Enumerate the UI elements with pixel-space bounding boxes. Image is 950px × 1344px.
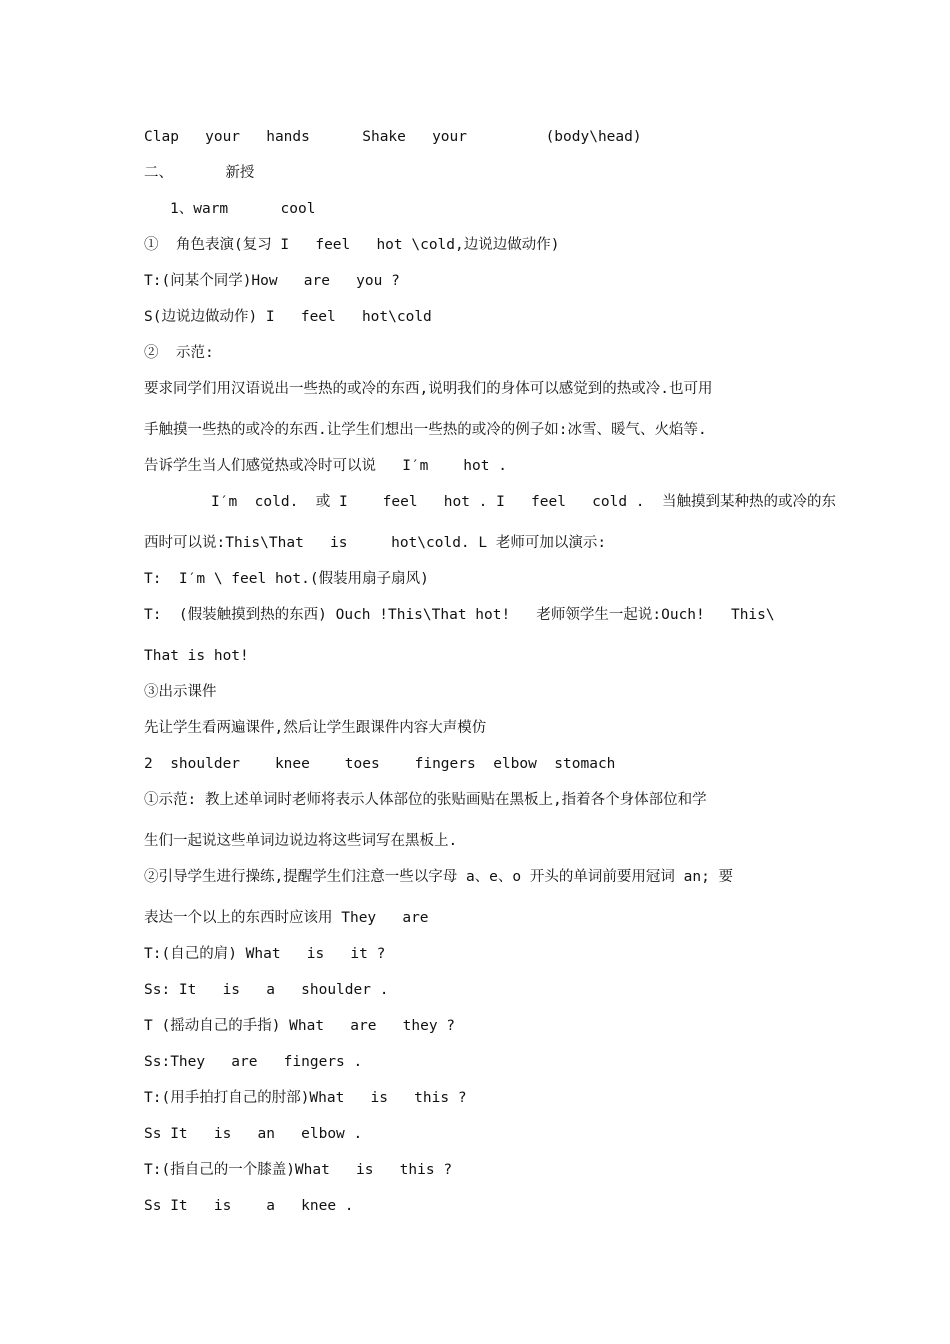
- vocabulary-list: 2 shoulder knee toes fingers elbow stomach: [144, 756, 616, 772]
- dialogue-line: T:(用手拍打自己的肘部)What is this ?: [144, 1090, 467, 1106]
- dialogue-line: Ss It is an elbow .: [144, 1126, 363, 1142]
- dialogue-line: Ss It is a knee .: [144, 1198, 354, 1214]
- paragraph-line: 要求同学们用汉语说出一些热的或冷的东西,说明我们的身体可以感觉到的热或冷.也可用: [144, 381, 713, 397]
- dialogue-line: That is hot!: [144, 648, 249, 664]
- step-show-courseware: ③出示课件: [144, 684, 217, 700]
- dialogue-line: T:(自己的肩) What is it ?: [144, 946, 386, 962]
- step-demonstration: ② 示范:: [144, 345, 214, 361]
- dialogue-line: T: I′m \ feel hot.(假装用扇子扇风): [144, 571, 429, 587]
- paragraph-line: 告诉学生当人们感觉热或冷时可以说 I′m hot .: [144, 458, 507, 474]
- dialogue-line: T: (假装触摸到热的东西) Ouch !This\That hot! 老师领学生一起说:Ouch! This\: [144, 607, 775, 623]
- paragraph-line: 先让学生看两遍课件,然后让学生跟课件内容大声模仿: [144, 720, 487, 736]
- paragraph-line: ①示范: 教上述单词时老师将表示人体部位的张贴画贴在黑板上,指着各个身体部位和学: [144, 792, 707, 808]
- section-heading-new-lesson: 二、 新授: [144, 165, 255, 181]
- dialogue-line: T:(指自己的一个膝盖)What is this ?: [144, 1162, 453, 1178]
- dialogue-line: T (摇动自己的手指) What are they ?: [144, 1018, 456, 1034]
- dialogue-line: Ss:They are fingers .: [144, 1054, 363, 1070]
- paragraph-line: 手触摸一些热的或冷的东西.让学生们想出一些热的或冷的例子如:冰雪、暖气、火焰等.: [144, 422, 707, 438]
- paragraph-line: I′m cold. 或 I feel hot . I feel cold . 当触摸到某种热的或冷的东: [211, 494, 836, 510]
- paragraph-line: 表达一个以上的东西时应该用 They are: [144, 910, 429, 926]
- dialogue-line: Ss: It is a shoulder .: [144, 982, 389, 998]
- step-role-play: ① 角色表演(复习 I feel hot \cold,边说边做动作): [144, 237, 560, 253]
- subheading-warm-cool: 1、warm cool: [170, 201, 316, 217]
- paragraph-line: 西时可以说:This\That is hot\cold. L 老师可加以演示:: [144, 535, 607, 551]
- text-line-clap-hands: Clap your hands Shake your (body\head): [144, 129, 642, 145]
- dialogue-line: T:(问某个同学)How are you ?: [144, 273, 400, 289]
- paragraph-line: 生们一起说这些单词边说边将这些词写在黑板上.: [144, 833, 458, 849]
- paragraph-line: ②引导学生进行操练,提醒学生们注意一些以字母 a、e、o 开头的单词前要用冠词 an; 要: [144, 869, 734, 885]
- dialogue-line: S(边说边做动作) I feel hot\cold: [144, 309, 432, 325]
